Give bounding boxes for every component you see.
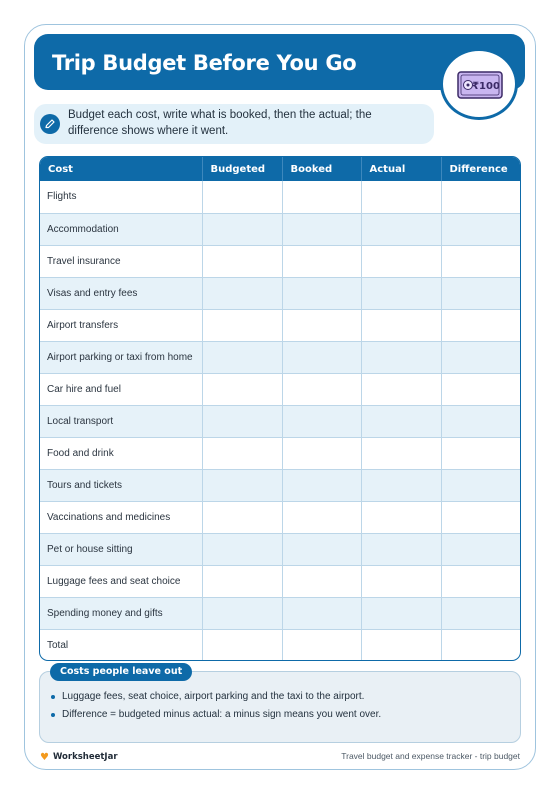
booked-cell[interactable]: [282, 245, 361, 277]
difference-cell[interactable]: [441, 629, 521, 661]
table-row: [40, 501, 521, 533]
brand-logo: [40, 751, 118, 763]
booked-cell[interactable]: [282, 501, 361, 533]
budgeted-cell[interactable]: [202, 341, 282, 373]
booked-cell[interactable]: [282, 213, 361, 245]
budgeted-cell[interactable]: [202, 373, 282, 405]
table-row: [40, 469, 521, 501]
page-title: Trip Budget Before You Go: [52, 51, 357, 75]
pencil-icon: [40, 114, 60, 134]
cost-label: Luggage fees and seat choice: [40, 565, 202, 597]
instructions-box: [34, 104, 434, 144]
column-header-difference: Difference: [441, 157, 521, 181]
cost-label: Car hire and fuel: [40, 373, 202, 405]
budgeted-cell[interactable]: [202, 213, 282, 245]
booked-cell[interactable]: [282, 341, 361, 373]
table-row: [40, 213, 521, 245]
difference-cell[interactable]: [441, 309, 521, 341]
cost-label: Food and drink: [40, 437, 202, 469]
banknote-badge: [440, 48, 518, 120]
booked-cell[interactable]: [282, 437, 361, 469]
table-row: [40, 437, 521, 469]
cost-label: Accommodation: [40, 213, 202, 245]
cost-label: Visas and entry fees: [40, 277, 202, 309]
difference-cell[interactable]: [441, 373, 521, 405]
table-row: [40, 405, 521, 437]
actual-cell[interactable]: [361, 373, 441, 405]
booked-cell[interactable]: [282, 629, 361, 661]
table-row: [40, 341, 521, 373]
actual-cell[interactable]: [361, 405, 441, 437]
budgeted-cell[interactable]: [202, 501, 282, 533]
actual-cell[interactable]: [361, 501, 441, 533]
booked-cell[interactable]: [282, 373, 361, 405]
booked-cell[interactable]: [282, 309, 361, 341]
table-row: [40, 277, 521, 309]
difference-cell[interactable]: [441, 277, 521, 309]
column-header-actual: Actual: [361, 157, 441, 181]
difference-cell[interactable]: [441, 213, 521, 245]
column-header-cost: Cost: [40, 157, 202, 181]
banknote-amount: ₹100: [472, 81, 500, 92]
notes-title: Costs people leave out: [50, 663, 192, 681]
actual-cell[interactable]: [361, 629, 441, 661]
actual-cell[interactable]: [361, 213, 441, 245]
budgeted-cell[interactable]: [202, 309, 282, 341]
actual-cell[interactable]: [361, 245, 441, 277]
instructions-text: Budget each cost, write what is booked, then the actual; the difference shows where it went.: [68, 109, 372, 137]
budgeted-cell[interactable]: [202, 405, 282, 437]
difference-cell[interactable]: [441, 181, 521, 213]
cost-label: Pet or house sitting: [40, 533, 202, 565]
actual-cell[interactable]: [361, 533, 441, 565]
actual-cell[interactable]: [361, 309, 441, 341]
actual-cell[interactable]: [361, 437, 441, 469]
column-header-booked: Booked: [282, 157, 361, 181]
budgeted-cell[interactable]: [202, 629, 282, 661]
column-header-budgeted: Budgeted: [202, 157, 282, 181]
budgeted-cell[interactable]: [202, 533, 282, 565]
table-row: [40, 181, 521, 213]
cost-label: Travel insurance: [40, 245, 202, 277]
table-row: [40, 533, 521, 565]
table-row: [40, 309, 521, 341]
cost-label: Total: [40, 629, 202, 661]
table-row: [40, 597, 521, 629]
actual-cell[interactable]: [361, 277, 441, 309]
table-row: [40, 629, 521, 661]
table-row: [40, 245, 521, 277]
footer-caption: Travel budget and expense tracker - trip budget: [341, 751, 520, 761]
budgeted-cell[interactable]: [202, 245, 282, 277]
booked-cell[interactable]: [282, 565, 361, 597]
cost-label: Airport parking or taxi from home: [40, 341, 202, 373]
difference-cell[interactable]: [441, 341, 521, 373]
budgeted-cell[interactable]: [202, 181, 282, 213]
brand-name: WorksheetJar: [52, 752, 118, 762]
budgeted-cell[interactable]: [202, 597, 282, 629]
budgeted-cell[interactable]: [202, 437, 282, 469]
cost-label: Tours and tickets: [40, 469, 202, 501]
difference-cell[interactable]: [441, 597, 521, 629]
table-row: [40, 373, 521, 405]
budgeted-cell[interactable]: [202, 469, 282, 501]
difference-cell[interactable]: [441, 501, 521, 533]
difference-cell[interactable]: [441, 437, 521, 469]
note-item: Difference = budgeted minus actual: a minus sign means you went over.: [50, 706, 381, 724]
cost-label: Local transport: [40, 405, 202, 437]
notes-list: [50, 688, 381, 724]
difference-cell[interactable]: [441, 565, 521, 597]
actual-cell[interactable]: [361, 597, 441, 629]
banknote-icon: [457, 71, 503, 99]
difference-cell[interactable]: [441, 245, 521, 277]
difference-cell[interactable]: [441, 405, 521, 437]
difference-cell[interactable]: [441, 533, 521, 565]
note-item: Luggage fees, seat choice, airport parking and the taxi to the airport.: [50, 688, 381, 706]
heart-icon: ♥: [40, 751, 49, 763]
booked-cell[interactable]: [282, 469, 361, 501]
actual-cell[interactable]: [361, 565, 441, 597]
cost-label: Vaccinations and medicines: [40, 501, 202, 533]
budgeted-cell[interactable]: [202, 565, 282, 597]
actual-cell[interactable]: [361, 341, 441, 373]
table-header-row: [40, 157, 521, 181]
budgeted-cell[interactable]: [202, 277, 282, 309]
difference-cell[interactable]: [441, 469, 521, 501]
notes-box: [39, 671, 521, 743]
booked-cell[interactable]: [282, 181, 361, 213]
table-row: [40, 565, 521, 597]
cost-label: Airport transfers: [40, 309, 202, 341]
booked-cell[interactable]: [282, 405, 361, 437]
budget-table: [39, 156, 521, 661]
booked-cell[interactable]: [282, 277, 361, 309]
cost-label: Spending money and gifts: [40, 597, 202, 629]
cost-label: Flights: [40, 181, 202, 213]
actual-cell[interactable]: [361, 181, 441, 213]
booked-cell[interactable]: [282, 597, 361, 629]
booked-cell[interactable]: [282, 533, 361, 565]
actual-cell[interactable]: [361, 469, 441, 501]
